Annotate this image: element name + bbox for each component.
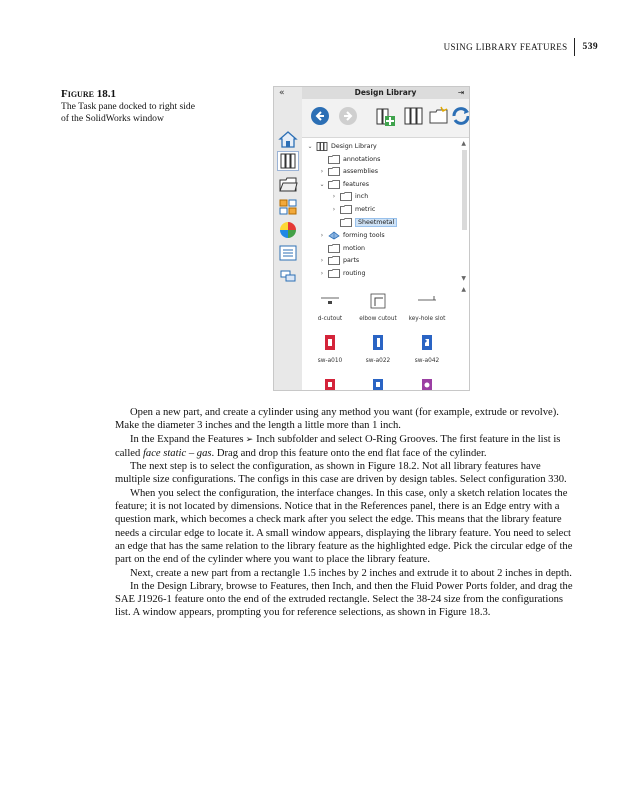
sheetmetal-red-thumbnail: [319, 378, 341, 391]
tree-item-label: Sheetmetal: [355, 218, 397, 227]
tree-item-assemblies[interactable]: [318, 165, 378, 177]
sw-a022-thumbnail: [367, 334, 389, 352]
gallery-item-label: sw-a010: [317, 358, 343, 364]
tree-item-sheetmetal[interactable]: [330, 216, 397, 228]
folder-icon: [328, 167, 340, 176]
tree-item-label: features: [343, 180, 370, 188]
tree-item-parts[interactable]: [318, 254, 359, 266]
expand-icon[interactable]: ›: [320, 167, 324, 175]
elbow-cutout-thumbnail: [367, 292, 389, 310]
key-hole-slot-thumbnail: [416, 292, 438, 310]
paragraph-text: . Drag and drop this feature onto the end flat face of the cylinder.: [211, 447, 487, 459]
gallery-item-partial[interactable]: [402, 378, 452, 391]
home-icon[interactable]: [277, 129, 299, 149]
tree-item-inch[interactable]: [330, 190, 368, 202]
expand-icon[interactable]: ›: [332, 192, 336, 200]
collapse-icon[interactable]: «: [279, 88, 285, 98]
folder-icon: [340, 218, 352, 227]
feature-name: face static – gas: [142, 447, 212, 459]
expand-icon[interactable]: ›: [320, 256, 324, 264]
design-library-toolbar: [302, 99, 469, 137]
tree-item-features[interactable]: [318, 178, 369, 190]
gallery-item-elbow-cutout[interactable]: [353, 292, 403, 322]
tree-item-label: metric: [355, 205, 376, 213]
folder-icon: [340, 192, 352, 201]
gallery-item-label: sw-a022: [365, 358, 391, 364]
gallery-item-partial[interactable]: [353, 378, 403, 391]
paragraph: Next, create a new part from a rectangle 1.5 inches by 2 inches and extrude it to about 2 inches in depth.: [130, 567, 572, 579]
sw-a010-thumbnail: [319, 334, 341, 352]
gallery-item-key-hole-slot[interactable]: [402, 292, 452, 322]
add-file-location-icon[interactable]: [402, 105, 424, 127]
tree-item-annotations[interactable]: [318, 153, 380, 165]
refresh-icon[interactable]: [450, 105, 470, 127]
paragraph: Open a new part, and create a cylinder using any method you want (for example, extrude or revolve). Make the diameter 3 inches and the length a little more than 1 inch.: [115, 407, 559, 432]
sheetmetal-blue-thumbnail: [367, 378, 389, 391]
forward-icon[interactable]: [339, 107, 357, 125]
folder-icon: [328, 244, 340, 253]
design-library-icon[interactable]: [277, 151, 299, 171]
tree-item-label: inch: [355, 192, 369, 200]
chapter-title: USING LIBRARY FEATURES: [443, 42, 568, 52]
tree-item-label: motion: [343, 244, 366, 252]
custom-properties-icon[interactable]: [277, 243, 299, 263]
gallery-item-sw-a010[interactable]: [305, 334, 355, 364]
tree-item-forming-tools[interactable]: [318, 229, 385, 241]
figure-caption-text: The Task pane docked to right side of the SolidWorks window: [61, 100, 195, 125]
task-pane-title: Design Library: [354, 88, 417, 97]
folder-icon: [328, 269, 340, 278]
scroll-down-icon[interactable]: ▼: [461, 275, 466, 282]
task-pane: [273, 86, 470, 391]
back-icon[interactable]: [311, 107, 329, 125]
library-books-icon: [316, 142, 328, 151]
add-to-library-icon[interactable]: [374, 105, 396, 127]
pin-icon[interactable]: ⇥: [457, 88, 464, 97]
paragraph-text: Inch subfolder and select O-Ring Grooves. The first feature in the list is called: [115, 433, 561, 459]
create-new-folder-icon[interactable]: [428, 105, 450, 127]
forming-tools-icon: [328, 231, 340, 240]
tree-item-design-library[interactable]: [306, 140, 377, 152]
gallery-item-label: key-hole slot: [408, 316, 446, 322]
menu-arrow-icon: ➢: [245, 434, 254, 445]
gallery-item-label: elbow cutout: [359, 316, 397, 322]
paragraph: [115, 433, 577, 461]
gallery-item-label: sw-a042: [414, 358, 440, 364]
gallery-item-label: d-cutout: [317, 316, 343, 322]
gallery-item-sw-a042[interactable]: [402, 334, 452, 364]
expand-icon[interactable]: ›: [320, 269, 324, 277]
scroll-up-icon[interactable]: ▲: [461, 140, 466, 147]
expand-icon[interactable]: ›: [320, 231, 324, 239]
header-divider: [574, 38, 575, 56]
forum-icon[interactable]: [277, 266, 299, 286]
tree-item-label: annotations: [343, 155, 381, 163]
sw-a042-thumbnail: [416, 334, 438, 352]
folder-icon: [328, 155, 340, 164]
running-header: [444, 38, 598, 56]
sheetmetal-purple-thumbnail: [416, 378, 438, 391]
folder-icon: [328, 180, 340, 189]
library-gallery: [302, 284, 469, 390]
paragraph: When you select the configuration, the interface changes. In this case, only a sketch relation locates the feature; it is not located by dimensions. Notice that in the References panel, there is an Edge entry with a question mark, which becomes a check mark after you select the edge. This means that the library feature needs a circular edge to locate it. A small window appears, displaying the library feature. You need to select an edge that has the same relation to the library feature as the highlighted edge. Pick the circular edge of the part on the end of the cylinder where you want to place the library feature.: [115, 487, 573, 566]
expand-icon[interactable]: ⌄: [319, 180, 325, 188]
d-cutout-thumbnail: [319, 292, 341, 310]
tree-scrollbar[interactable]: [462, 150, 467, 230]
tree-item-label: Design Library: [331, 142, 377, 150]
body-text: [115, 406, 577, 620]
tree-item-label: assemblies: [343, 167, 379, 175]
folder-icon: [340, 205, 352, 214]
task-pane-tabs: [274, 87, 303, 390]
figure-caption: [61, 88, 201, 126]
paragraph: The next step is to select the configuration, as shown in Figure 18.2. Not all library features have multiple size configurations. The configs in this case are driven by design tables. Select configuration 330.: [115, 461, 567, 486]
view-palette-icon[interactable]: [277, 197, 299, 217]
expand-icon[interactable]: ⌄: [307, 142, 313, 150]
gallery-item-sw-a022[interactable]: [353, 334, 403, 364]
tree-item-label: routing: [343, 269, 366, 277]
paragraph: In the Design Library, browse to Features, then Inch, and then the Fluid Power Ports folder, and drag the SAE J1926-1 feature onto the end of the extruded rectangle. Select the 38-24 size from the configurations list. A window appears, prompting you for reference selections, as shown in Figure 18.3.: [115, 580, 573, 619]
file-explorer-icon[interactable]: [277, 174, 299, 194]
folder-icon: [328, 256, 340, 265]
tree-item-label: parts: [343, 256, 360, 264]
tree-item-label: forming tools: [343, 231, 385, 239]
figure-label: Figure 18.1: [61, 88, 116, 100]
design-library-tree: [302, 137, 469, 285]
tree-item-routing[interactable]: [318, 267, 366, 279]
appearances-icon[interactable]: [277, 220, 299, 240]
task-pane-titlebar: [302, 87, 469, 99]
gallery-item-partial[interactable]: [305, 378, 355, 391]
page-number: 539: [582, 42, 598, 52]
tree-item-motion[interactable]: [318, 242, 365, 254]
tree-item-metric[interactable]: [330, 203, 375, 215]
gallery-scroll-up-icon[interactable]: ▲: [461, 286, 466, 293]
gallery-item-d-cutout[interactable]: [305, 292, 355, 322]
expand-icon[interactable]: ›: [332, 205, 336, 213]
paragraph-text: In the Expand the Features: [130, 433, 244, 445]
